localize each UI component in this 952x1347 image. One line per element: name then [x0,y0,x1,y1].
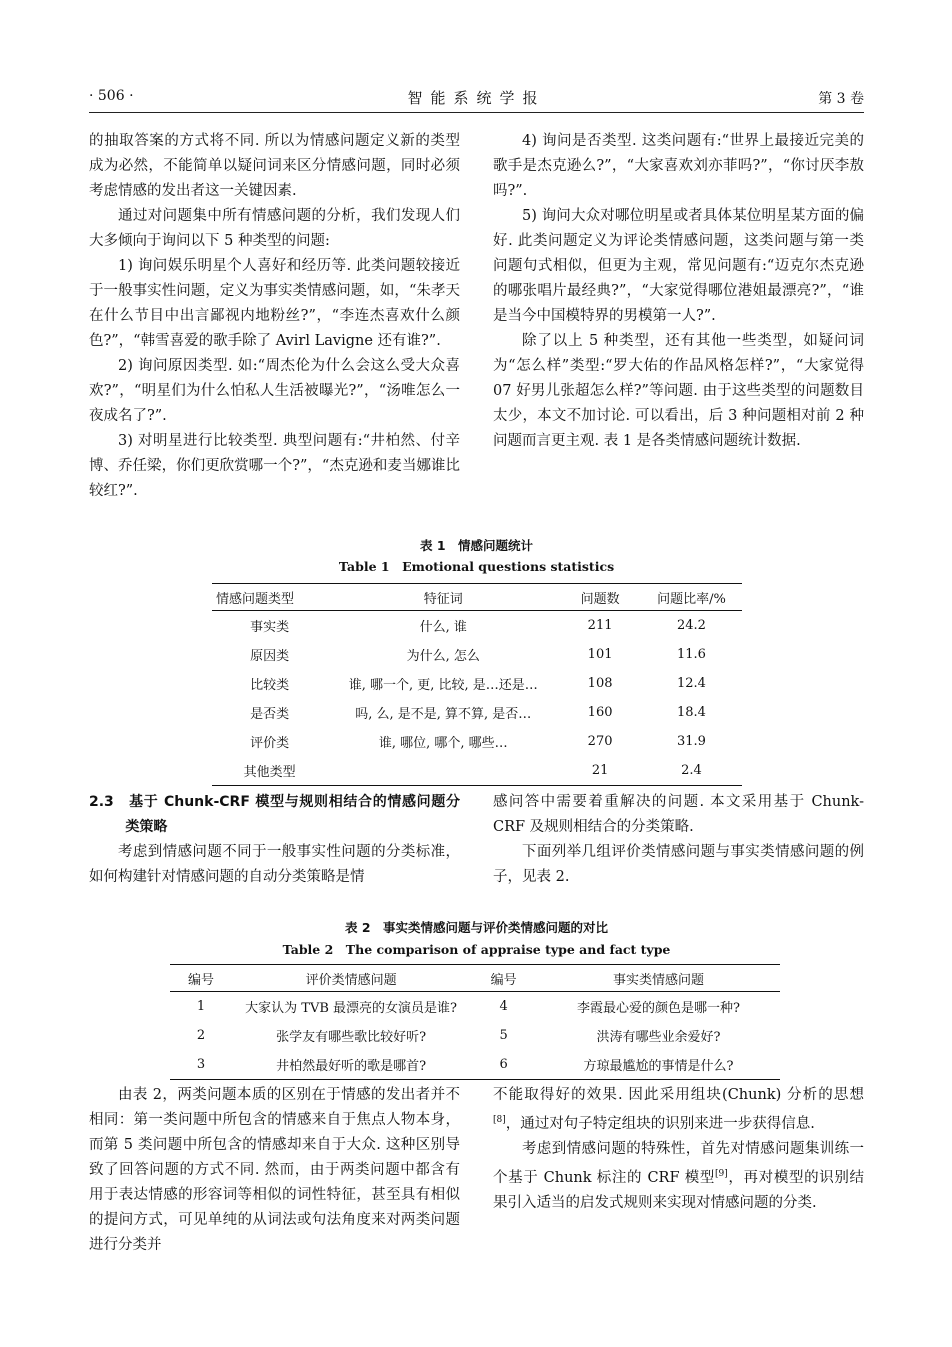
cell: 270 [587,734,613,749]
cell: 张学友有哪些歌比较好听? [276,1030,427,1045]
column-header: 评价类情感问题 [232,965,470,992]
column-header: 事实类情感问题 [537,965,780,992]
cell: 什么, 谁 [419,620,467,635]
volume-label: 第 3 卷 [818,91,864,107]
cell: 比较类 [250,678,290,693]
paragraph: 3) 对明星进行比较类型. 典型问题有:“井柏然、付辛博、乔任梁，你们更欣赏哪一个?”，“杰克逊和麦当娜谁比较红?”. [89,433,460,499]
top-right-column [493,129,864,454]
paragraph: 通过对问题集中所有情感问题的分析，我们发现人们大多倾向于询问以下 5 种类型的问题: [89,208,460,249]
text-run: 考虑到情感问题的特殊性，首先对情感问题集训练一个基于 Chunk 标注的 CRF 模型 [493,1140,864,1186]
cell: 洪涛有哪些业余爱好? [596,1030,721,1045]
cell: 6 [470,1050,537,1080]
cell: 2 [196,1028,206,1043]
column-header: 问题数 [559,584,641,611]
cell: 3 [170,1050,232,1080]
cell: 方琼最尴尬的事情是什么? [537,1050,780,1080]
table-row [212,727,742,756]
paragraph: 由表 2，两类问题本质的区别在于情感的发出者并不相同：第一类问题中所包含的情感来自于焦点人物本身，而第 5 类问题中所包含的情感却来自于大众. 这种区别导致了回答问题的方式不同. 然而，由于两类问题中都含有用于表达情感的形容词等相似的词性特征，甚至具有相似的提问方式，可见单纯的从词法或句法角度来对两类问题进行分类并 [89,1087,460,1253]
paragraph: 1) 询问娱乐明星个人喜好和经历等. 此类问题较接近于一般事实性问题，定义为事实类情感问题，如，“朱孝天在什么节目中出言鄙视内地粉丝?”，“李连杰喜欢什么颜色?”，“韩雪喜爱的歌手除了 Avirl Lavigne 还有谁?”. [89,258,460,349]
text-run: ，通过对句子特定组块的识别来进一步获得信息. [505,1115,815,1132]
table2-caption-zh: 表 2 事实类情感问题与评价类情感问题的对比 [344,920,609,935]
cell: 事实类 [250,620,290,635]
paragraph: 下面列举几组评价类情感问题与事实类情感问题的例子，见表 2. [493,844,864,885]
column-header: 情感问题类型 [212,584,327,611]
paragraph: 考虑到情感问题不同于一般事实性问题的分类标准，如何构建针对情感问题的自动分类策略是情 [89,844,460,885]
cell: 2.4 [641,756,742,786]
cell: 31.9 [676,734,706,749]
column-header: 问题比率/% [641,584,742,611]
cell: 大家认为 TVB 最漂亮的女演员是谁? [245,1001,458,1016]
cell [327,756,559,786]
table-row [170,1050,780,1080]
paragraph: 4) 询问是否类型. 这类问题有:“世界上最接近完美的歌手是杰克逊么?”，“大家喜欢刘亦菲吗?”，“你讨厌李敖吗?”. [493,133,864,199]
table-row [170,992,780,1022]
cell: 吗, 么, 是不是, 算不算, 是否… [355,707,532,722]
cell: 是否类 [250,707,290,722]
table2 [170,964,780,1080]
text-run: 不能取得好的效果. 因此采用组块(Chunk) 分析的思想 [493,1087,864,1103]
cell: 李霞最心爱的颜色是哪一种? [577,1001,741,1016]
cell: 24.2 [676,618,706,633]
table-header-row [170,965,780,992]
citation-ref: [8] [493,1115,506,1125]
cell: 211 [587,618,613,633]
column-header: 编号 [170,965,232,992]
table-row [170,1021,780,1050]
cell: 原因类 [250,649,290,664]
cell: 101 [587,647,613,662]
table-row [212,698,742,727]
cell: 1 [196,999,206,1014]
text-run: ，再对模型的识别结果引入适当的启发式规则来实现对情感问题的分类. [493,1169,864,1211]
cell: 井柏然最好听的歌是哪首? [232,1050,470,1080]
table-row [212,640,742,669]
cell: 160 [587,705,613,720]
cell: 谁, 哪一个, 更, 比较, 是…还是… [348,678,538,693]
journal-name: 智能系统学报 [407,89,546,107]
middle-right-column [493,790,864,890]
page-header [89,86,864,113]
table-header-row [212,584,742,611]
bottom-right-column [493,1083,864,1216]
cell: 108 [587,676,613,691]
cell: 18.4 [676,705,706,720]
paragraph: 的抽取答案的方式将不同. 所以为情感问题定义新的类型成为必然，不能简单以疑问词来区分情感问题，同时必须考虑情感的发出者这一关键因素. [89,133,460,199]
column-header: 特征词 [327,584,559,611]
table-row [212,756,742,786]
paragraph [493,1137,864,1216]
cell: 谁, 哪位, 哪个, 哪些… [378,736,508,751]
middle-left-column [89,790,460,890]
paragraph: 除了以上 5 种类型，还有其他一些类型，如疑问词为“怎么样”类型:“罗大佑的作品风格怎样?”，“大家觉得 07 好男儿张超怎么样?”等问题. 由于这些类型的问题数目太少，本文不加讨论. 可以看出，后 3 种问题相对前 2 种问题而言更主观. 表 1 是各类情感问题统计数据. [493,333,864,449]
table-row [212,669,742,698]
cell: 为什么, 怎么 [406,649,480,664]
paragraph: 2) 询问原因类型. 如:“周杰伦为什么会这么受大众喜欢?”，“明星们为什么怕私人生活被曝光?”，“汤唯怎么一夜成名了?”. [89,358,460,424]
cell: 评价类 [250,736,290,751]
paragraph: 感问答中需要着重解决的问题. 本文采用基于 Chunk-CRF 及规则相结合的分类策略. [493,794,864,835]
citation-ref: [9] [715,1168,728,1179]
table-row [212,611,742,641]
cell: 4 [499,999,508,1014]
paragraph: 5) 询问大众对哪位明星或者具体某位明星某方面的偏好. 此类问题定义为评论类情感问题，这类问题与第一类问题句式相似，但更为主观，常见问题有:“迈克尔杰克逊的哪张唱片最经典?”，“大家觉得哪位港姐最漂亮?”，“谁是当今中国模特界的男模第一人?”. [493,208,864,324]
top-left-column [89,129,460,504]
table1-caption-zh: 表 1 情感问题统计 [419,538,534,553]
section-heading: 2.3 基于 Chunk-CRF 模型与规则相结合的情感问题分类策略 [89,794,460,835]
table1-caption-en: Table 1 Emotional questions statistics [338,559,615,574]
column-header: 编号 [470,965,537,992]
cell: 12.4 [676,676,706,691]
cell: 其他类型 [212,756,327,786]
table2-caption-en: Table 2 The comparison of appraise type and fact type [282,942,671,957]
paragraph [493,1083,864,1137]
bottom-left-column [89,1083,460,1258]
cell: 11.6 [676,647,706,662]
cell: 21 [559,756,641,786]
table1 [212,583,742,786]
cell: 5 [499,1028,508,1043]
page-number: · 506 · [89,88,134,104]
